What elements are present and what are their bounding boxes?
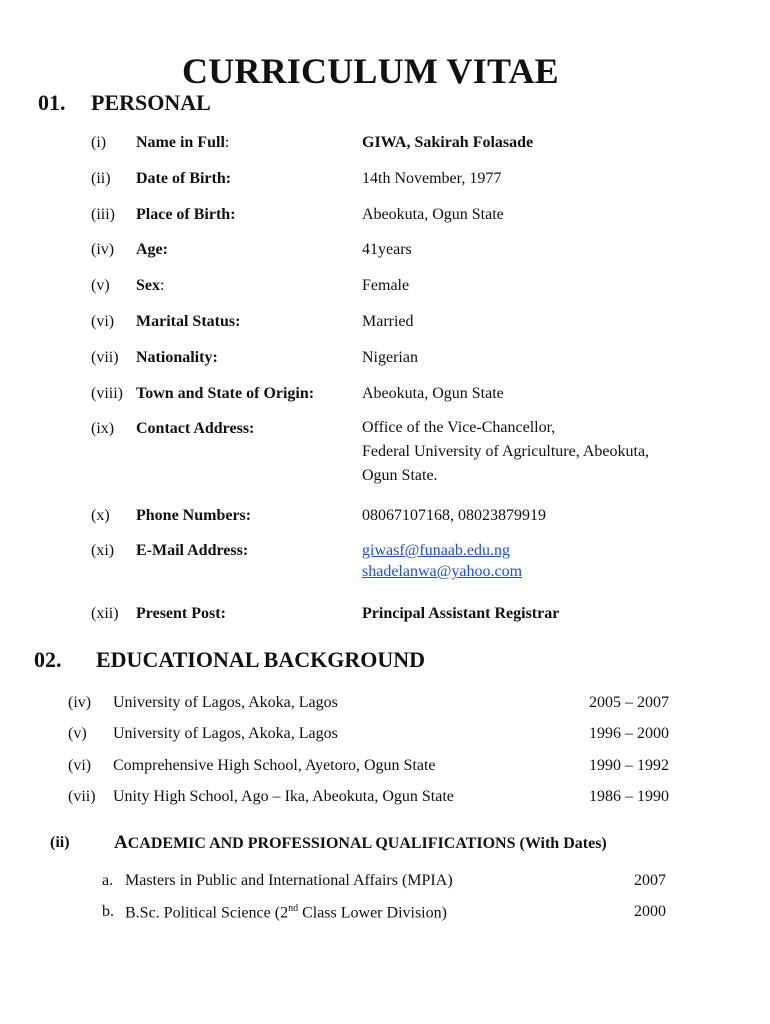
document-title: CURRICULUM VITAE [182,51,559,91]
section-heading-qualifications: ACADEMIC AND PROFESSIONAL QUALIFICATIONS (With Dates) [114,832,607,853]
item-value-present-post: Principal Assistant Registrar [362,605,560,622]
item-label: Place of Birth: [136,206,236,223]
school-name: Comprehensive High School, Ayetoro, Ogun State [113,757,436,774]
item-number: (ii) [91,170,111,187]
school-number: (vii) [68,788,96,805]
item-value-marital-status: Married [362,313,414,330]
school-number: (vi) [68,757,92,774]
item-label: E-Mail Address: [136,542,249,559]
item-label: Present Post: [136,605,226,622]
item-label: Age: [136,241,168,258]
item-value-nationality: Nigerian [362,349,418,366]
item-number: (iii) [91,206,115,223]
item-label: Marital Status: [136,313,241,330]
item-number: (iv) [91,241,115,258]
item-number: (vi) [91,313,115,330]
item-value-phone-numbers: 08067107168, 08023879919 [362,507,546,524]
school-number: (v) [68,725,87,742]
qualification-year: 2007 [634,872,666,889]
item-label: Sex: [136,277,165,294]
item-label: Town and State of Origin: [136,385,315,402]
school-years: 1986 – 1990 [589,788,669,805]
item-label: Phone Numbers: [136,507,252,524]
item-number: (xi) [91,542,115,559]
item-number: (ix) [91,420,115,437]
section-number-qualifications: (ii) [50,834,70,851]
school-years: 1990 – 1992 [589,757,669,774]
item-value-date-of-birth: 14th November, 1977 [362,170,502,187]
email-link-funaab[interactable]: giwasf@funaab.edu.ng [362,542,511,559]
item-label: Nationality: [136,349,218,366]
address-line: Office of the Vice-Chancellor, [362,419,556,436]
email-link-yahoo[interactable]: shadelanwa@yahoo.com [362,563,523,580]
section-heading-personal: PERSONAL [91,90,211,115]
item-number: (v) [91,277,110,294]
section-number-education: 02. [34,647,62,672]
qualification-title: B.Sc. Political Science (2nd Class Lower Division) [125,903,447,922]
qualification-title: Masters in Public and International Affairs (MPIA) [125,872,453,889]
school-name: Unity High School, Ago – Ika, Abeokuta, Ogun State [113,788,454,805]
item-number: (xii) [91,605,119,622]
school-years: 1996 – 2000 [589,725,669,742]
qualification-year: 2000 [634,903,666,920]
section-number-personal: 01. [38,90,66,115]
item-value-sex: Female [362,277,410,294]
item-value-town-state-origin: Abeokuta, Ogun State [362,385,504,402]
item-number: (viii) [91,385,123,402]
school-name: University of Lagos, Akoka, Lagos [113,694,338,711]
qualification-letter: b. [102,903,114,920]
item-label: Contact Address: [136,420,255,437]
item-number: (vii) [91,349,119,366]
item-value-age: 41years [362,241,412,258]
section-heading-education: EDUCATIONAL BACKGROUND [96,647,426,672]
item-value-place-of-birth: Abeokuta, Ogun State [362,206,504,223]
address-line: Ogun State. [362,467,438,484]
address-line: Federal University of Agriculture, Abeokuta, [362,443,650,460]
school-years: 2005 – 2007 [589,694,669,711]
item-number: (i) [91,134,107,151]
school-name: University of Lagos, Akoka, Lagos [113,725,338,742]
item-value-contact-address [362,416,649,488]
item-label: Name in Full: [136,134,230,151]
item-number: (x) [91,507,110,524]
item-value-full-name: GIWA, Sakirah Folasade [362,134,534,151]
school-number: (iv) [68,694,92,711]
qualification-letter: a. [102,872,114,889]
item-label: Date of Birth: [136,170,232,187]
